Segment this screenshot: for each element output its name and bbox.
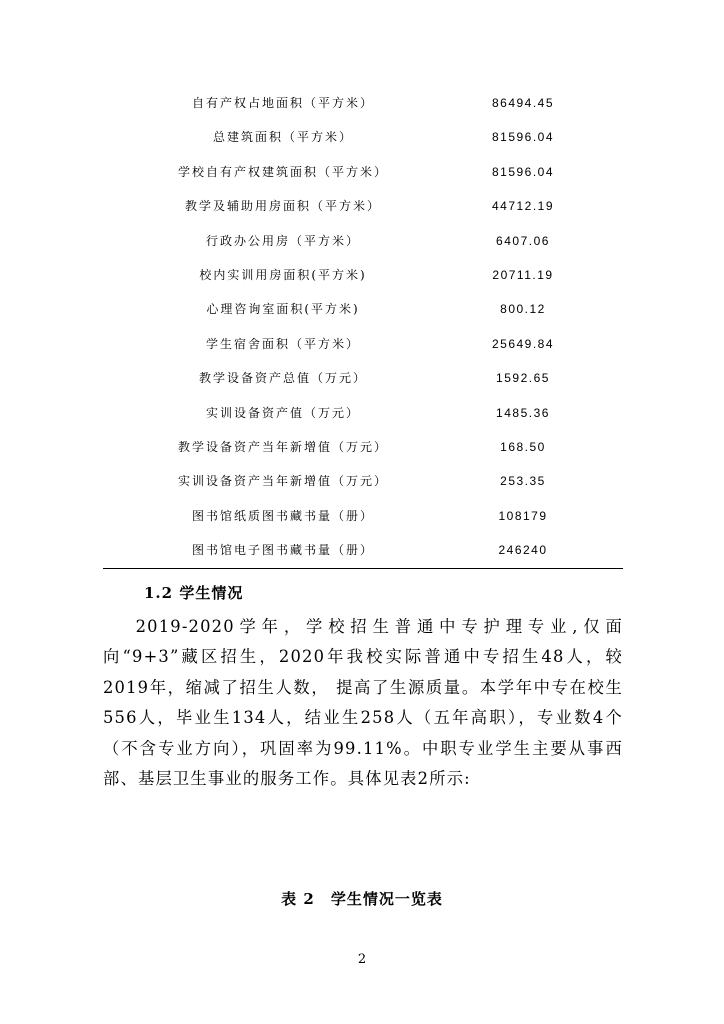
table-bottom-rule xyxy=(103,568,623,569)
row-label: 总建筑面积（平方米） xyxy=(212,130,353,145)
row-value: 25649.84 xyxy=(491,336,555,351)
row-label: 校内实训用房面积(平方米) xyxy=(199,267,367,282)
table-row xyxy=(103,120,623,154)
assets-table xyxy=(103,86,623,567)
row-label: 教学设备资产总值（万元） xyxy=(198,371,367,386)
row-value: 168.50 xyxy=(500,439,546,454)
paragraph-text: 2019-2020学年，学校招生普通中专护理专业,仅面向“9+3”藏区招生，2020年我校实际普通中专招生48人，较2019年，缩减了招生人数， 提高了生源质量。本学年中专在校生556人，毕业生134人，结业生258人（五年高职），专业数4个（不含专业方向），巩固率为99.11%。中职专业学生主要从事西部、基层卫生事业的服务工作。具体见表2所示: xyxy=(103,617,623,789)
row-label: 实训设备资产当年新增值（万元） xyxy=(177,474,388,489)
row-label: 教学设备资产当年新增值（万元） xyxy=(177,439,388,454)
row-label: 学校自有产权建筑面积（平方米） xyxy=(177,164,388,179)
row-value: 253.35 xyxy=(500,474,546,489)
row-value: 20711.19 xyxy=(492,267,554,282)
table-row xyxy=(103,464,623,498)
row-label: 图书馆纸质图书藏书量（册） xyxy=(191,508,374,523)
body-paragraph xyxy=(103,612,623,794)
row-value: 108179 xyxy=(498,508,548,523)
row-value: 800.12 xyxy=(500,302,546,317)
table-row xyxy=(103,292,623,326)
table-row xyxy=(103,86,623,120)
table-row xyxy=(103,499,623,533)
row-label: 心理咨询室面积(平方米) xyxy=(206,302,360,317)
row-label: 教学及辅助用房面积（平方米） xyxy=(184,199,381,214)
row-value: 1485.36 xyxy=(496,405,550,420)
table-row xyxy=(103,189,623,223)
row-label: 自有产权占地面积（平方米） xyxy=(191,96,374,110)
table-caption: 表 2 学生情况一览表 xyxy=(281,890,443,908)
table-row xyxy=(103,155,623,189)
page-number: 2 xyxy=(357,952,367,967)
row-value: 81596.04 xyxy=(491,164,555,179)
row-label: 行政办公用房（平方米） xyxy=(205,233,360,248)
table-row xyxy=(103,396,623,430)
table-row xyxy=(103,327,623,361)
row-value: 86494.45 xyxy=(491,96,555,110)
table-row xyxy=(103,224,623,258)
table-row xyxy=(103,430,623,464)
row-label: 学生宿舍面积（平方米） xyxy=(205,336,360,351)
table-row xyxy=(103,533,623,567)
table-row xyxy=(103,361,623,395)
row-value: 44712.19 xyxy=(491,199,555,214)
row-value: 246240 xyxy=(498,543,548,558)
section-heading: 1.2 学生情况 xyxy=(144,584,244,602)
row-value: 81596.04 xyxy=(491,130,555,145)
row-value: 1592.65 xyxy=(496,371,550,386)
table-row xyxy=(103,258,623,292)
row-label: 图书馆电子图书藏书量（册） xyxy=(191,543,374,558)
row-value: 6407.06 xyxy=(496,233,550,248)
row-label: 实训设备资产值（万元） xyxy=(205,405,360,420)
